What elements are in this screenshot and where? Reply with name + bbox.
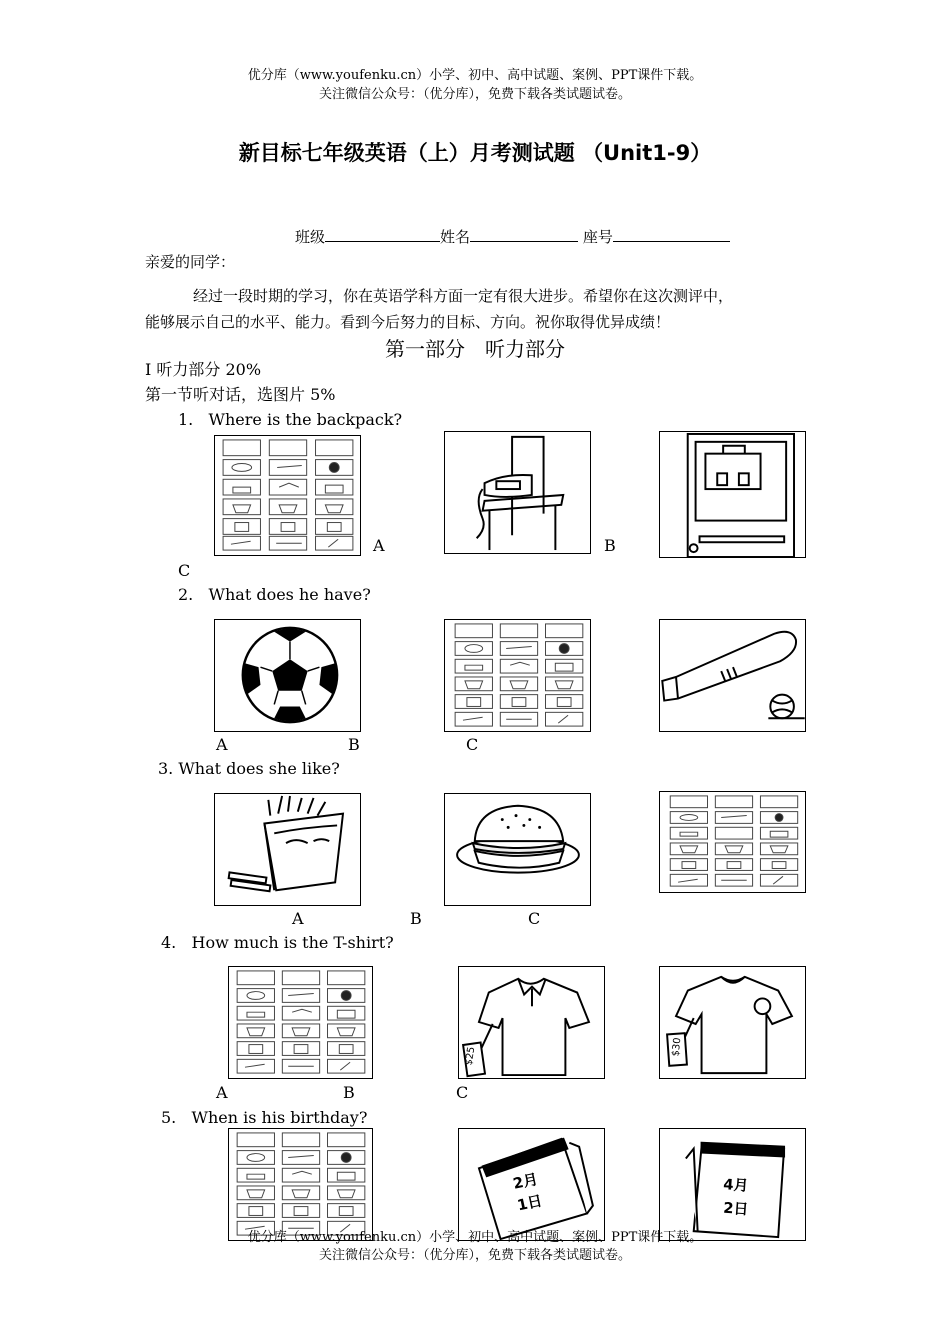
option-image-tshirt-30[interactable] xyxy=(659,966,806,1079)
option-label-3a: A xyxy=(292,909,304,928)
option-label-2b: B xyxy=(348,735,360,754)
price-tag-2-text: $30 xyxy=(670,1037,684,1057)
calendar-icon xyxy=(660,1129,805,1240)
tshirt-price-tag-icon xyxy=(459,967,604,1078)
option-image-grid-4a[interactable] xyxy=(228,966,373,1079)
section-1-heading: I 听力部分 20% xyxy=(145,360,262,379)
soccer-ball-icon xyxy=(215,620,360,731)
intro-line-2: 能够展示自己的水平、能力。看到今后努力的目标、方向。祝你取得优异成绩！ xyxy=(145,313,671,331)
option-label-1b: B xyxy=(604,536,616,555)
intro-line-1: 经过一段时期的学习，你在英语学科方面一定有很大进步。希望你在这次测评中， xyxy=(193,287,734,305)
seat-label: 座号 xyxy=(582,228,613,246)
calendar-icon xyxy=(459,1129,604,1240)
option-label-4b: B xyxy=(343,1083,355,1102)
question-1: 1. Where is the backpack? xyxy=(178,410,403,429)
question-3: 3. What does she like? xyxy=(158,759,340,778)
question-4: 4. How much is the T-shirt? xyxy=(161,933,394,952)
option-image-calendar-apr-2[interactable] xyxy=(659,1128,806,1241)
picture-grid-icon xyxy=(445,620,590,731)
option-image-soccer-ball[interactable] xyxy=(214,619,361,732)
option-image-hamburger[interactable] xyxy=(444,793,591,906)
seat-field[interactable] xyxy=(613,227,730,242)
option-label-3b: B xyxy=(410,909,422,928)
name-field[interactable] xyxy=(470,227,578,242)
picture-grid-icon xyxy=(229,1129,372,1240)
picture-grid-icon xyxy=(660,792,805,892)
question-5: 5. When is his birthday? xyxy=(161,1108,368,1127)
option-image-grid-1a[interactable] xyxy=(214,435,361,556)
option-image-calendar-feb-1[interactable] xyxy=(458,1128,605,1241)
option-image-grid-2b[interactable] xyxy=(444,619,591,732)
option-image-grid-3c[interactable] xyxy=(659,791,806,893)
option-image-fries[interactable] xyxy=(214,793,361,906)
option-image-grid-5a[interactable] xyxy=(228,1128,373,1241)
name-label: 姓名 xyxy=(440,228,471,246)
calendar-1-month: 2月 xyxy=(511,1170,540,1193)
backpack-on-desk-icon xyxy=(445,432,590,553)
price-tag-1-text: $25 xyxy=(463,1045,478,1067)
calendar-2-month: 4月 xyxy=(722,1176,749,1195)
option-image-desk-bag[interactable] xyxy=(444,431,591,554)
option-label-1c: C xyxy=(178,561,191,580)
question-2: 2. What does he have? xyxy=(178,585,371,604)
picture-grid-icon xyxy=(229,967,372,1078)
option-label-3c: C xyxy=(528,909,541,928)
option-label-1a: A xyxy=(373,536,385,555)
calendar-2-day: 2日 xyxy=(722,1199,749,1219)
class-field[interactable] xyxy=(325,227,440,242)
greeting: 亲爱的同学： xyxy=(145,253,236,271)
part-title: 第一部分 听力部分 xyxy=(385,337,565,361)
tshirt-price-tag-icon xyxy=(660,967,805,1078)
footer-line-1: 优分库（www.youfenku.cn）小学、初中、高中试题、案例、PPT课件下载。 xyxy=(247,1230,703,1245)
baseball-bat-icon xyxy=(660,620,805,731)
option-label-4a: A xyxy=(216,1083,228,1102)
option-label-4c: C xyxy=(456,1083,469,1102)
backpack-on-door-icon xyxy=(660,432,805,557)
picture-grid-icon xyxy=(215,436,360,555)
french-fries-icon xyxy=(215,794,360,905)
class-label: 班级 xyxy=(295,228,326,246)
footer-line-2: 关注微信公众号：（优分库），免费下载各类试题试卷。 xyxy=(318,1248,631,1263)
option-label-2a: A xyxy=(216,735,228,754)
section-2-heading: 第一节听对话，选图片 5% xyxy=(145,385,336,404)
option-image-tshirt-25[interactable] xyxy=(458,966,605,1079)
header-line-1: 优分库（www.youfenku.cn）小学、初中、高中试题、案例、PPT课件下载。 xyxy=(247,68,703,83)
student-info-row xyxy=(295,227,730,247)
header-line-2: 关注微信公众号：（优分库），免费下载各类试题试卷。 xyxy=(318,87,631,102)
hamburger-icon xyxy=(445,794,590,905)
option-image-door-bag[interactable] xyxy=(659,431,806,558)
page-title: 新目标七年级英语（上）月考测试题 （Unit1-9） xyxy=(238,141,712,165)
option-label-2c: C xyxy=(466,735,479,754)
option-image-bat-ball[interactable] xyxy=(659,619,806,732)
calendar-1-day: 1日 xyxy=(515,1192,544,1215)
